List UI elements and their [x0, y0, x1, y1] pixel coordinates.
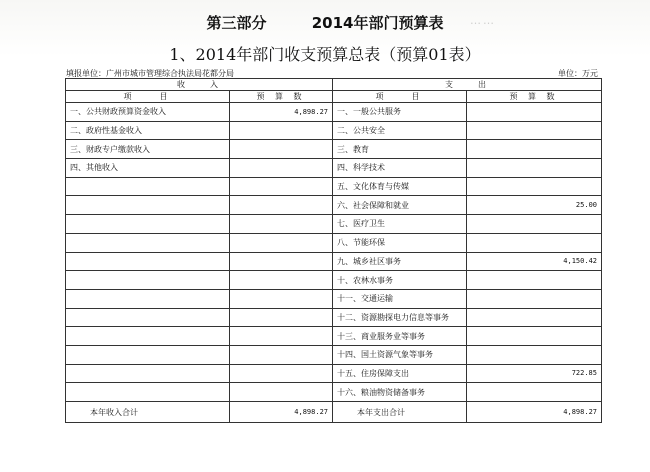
income-total-amount: 4,898.27	[230, 402, 333, 423]
income-item-cell	[66, 327, 230, 346]
income-item-cell	[66, 215, 230, 234]
reporting-unit-label: 填报单位：广州市城市管理综合执法局花都分局	[66, 69, 234, 78]
expense-total-label: 本年支出合计	[333, 402, 467, 423]
table-body	[66, 103, 602, 402]
expense-total-amount: 4,898.27	[467, 402, 602, 423]
income-amount-cell	[230, 308, 333, 327]
expense-item-cell: 六、社会保障和就业	[333, 196, 467, 215]
income-amount-cell	[230, 215, 333, 234]
part-heading	[0, 12, 650, 33]
table-row	[66, 196, 602, 215]
expense-amount-cell: 25.00	[467, 196, 602, 215]
expense-amount-cell	[467, 383, 602, 402]
expense-item-cell: 十六、粮油物资储备事务	[333, 383, 467, 402]
expense-item-cell: 七、医疗卫生	[333, 215, 467, 234]
expense-item-cell: 四、科学技术	[333, 159, 467, 178]
expense-amount-header: 预 算 数	[467, 91, 602, 103]
expense-item-cell: 八、节能环保	[333, 233, 467, 252]
expense-item-cell: 十四、国土资源气象等事务	[333, 345, 467, 364]
table-row	[66, 383, 602, 402]
income-total-label: 本年收入合计	[66, 402, 230, 423]
table-row	[66, 327, 602, 346]
table-row	[66, 103, 602, 122]
income-item-cell	[66, 252, 230, 271]
table-row	[66, 215, 602, 234]
income-item-header: 项 目	[66, 91, 230, 103]
expense-item-cell: 一、一般公共服务	[333, 103, 467, 122]
expense-amount-cell	[467, 103, 602, 122]
income-item-cell	[66, 345, 230, 364]
income-amount-cell	[230, 289, 333, 308]
income-item-cell	[66, 196, 230, 215]
expense-amount-cell	[467, 159, 602, 178]
table-row	[66, 177, 602, 196]
income-amount-cell	[230, 177, 333, 196]
income-item-cell	[66, 233, 230, 252]
expense-item-cell: 十一、交通运输	[333, 289, 467, 308]
income-item-cell	[66, 383, 230, 402]
income-item-cell	[66, 364, 230, 383]
section-header-row	[66, 79, 602, 91]
expense-amount-cell	[467, 233, 602, 252]
income-amount-header: 预 算 数	[230, 91, 333, 103]
expense-item-cell: 十三、商业服务业等事务	[333, 327, 467, 346]
income-amount-cell	[230, 327, 333, 346]
expense-amount-cell	[467, 308, 602, 327]
income-amount-cell	[230, 271, 333, 290]
expense-item-cell: 三、教育	[333, 140, 467, 159]
table-row	[66, 140, 602, 159]
expense-amount-cell	[467, 121, 602, 140]
unit-label: 单位：万元	[558, 69, 598, 78]
expense-item-cell: 十、农林水事务	[333, 271, 467, 290]
expense-item-cell: 十二、资源勘探电力信息等事务	[333, 308, 467, 327]
table-row	[66, 345, 602, 364]
income-item-cell: 二、政府性基金收入	[66, 121, 230, 140]
table-row	[66, 233, 602, 252]
income-amount-cell	[230, 345, 333, 364]
budget-table	[65, 78, 602, 423]
income-item-cell	[66, 289, 230, 308]
income-amount-cell	[230, 252, 333, 271]
expense-amount-cell	[467, 271, 602, 290]
total-row	[66, 402, 602, 423]
expense-section-header: 支 出	[333, 79, 602, 91]
income-amount-cell	[230, 233, 333, 252]
expense-item-cell: 五、文化体育与传媒	[333, 177, 467, 196]
table-row	[66, 364, 602, 383]
expense-amount-cell	[467, 327, 602, 346]
income-item-cell	[66, 177, 230, 196]
column-header-row	[66, 91, 602, 103]
table-row	[66, 289, 602, 308]
expense-amount-cell	[467, 289, 602, 308]
table-title: 1、2014年部门收支预算总表（预算01表）	[169, 45, 481, 64]
expense-item-header: 项 目	[333, 91, 467, 103]
expense-amount-cell	[467, 140, 602, 159]
table-row	[66, 121, 602, 140]
table-row	[66, 308, 602, 327]
expense-amount-cell	[467, 345, 602, 364]
income-amount-cell	[230, 196, 333, 215]
part-label: 第三部分	[206, 14, 267, 32]
expense-amount-cell	[467, 215, 602, 234]
income-item-cell: 一、公共财政预算资金收入	[66, 103, 230, 122]
table-row	[66, 271, 602, 290]
income-amount-cell	[230, 383, 333, 402]
faint-header-text: ……	[470, 14, 496, 27]
income-item-cell	[66, 271, 230, 290]
table-row	[66, 252, 602, 271]
income-item-cell: 四、其他收入	[66, 159, 230, 178]
expense-item-cell: 九、城乡社区事务	[333, 252, 467, 271]
income-amount-cell	[230, 159, 333, 178]
expense-amount-cell	[467, 177, 602, 196]
income-amount-cell: 4,898.27	[230, 103, 333, 122]
expense-item-cell: 二、公共安全	[333, 121, 467, 140]
table-row	[66, 159, 602, 178]
income-amount-cell	[230, 364, 333, 383]
income-amount-cell	[230, 121, 333, 140]
income-section-header: 收 入	[66, 79, 333, 91]
expense-amount-cell: 4,150.42	[467, 252, 602, 271]
income-item-cell	[66, 308, 230, 327]
expense-amount-cell: 722.85	[467, 364, 602, 383]
income-amount-cell	[230, 140, 333, 159]
part-title: 2014年部门预算表	[311, 14, 444, 32]
income-item-cell: 三、财政专户缴款收入	[66, 140, 230, 159]
expense-item-cell: 十五、住房保障支出	[333, 364, 467, 383]
